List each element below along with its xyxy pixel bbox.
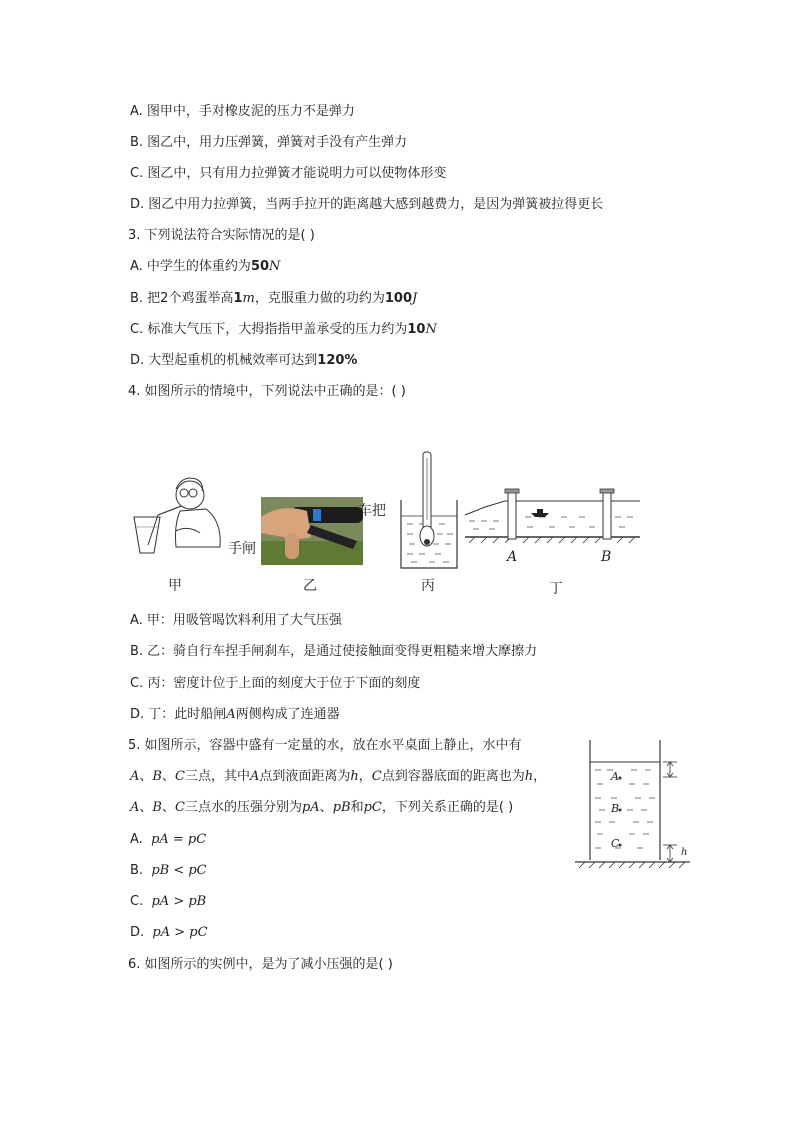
q3-stem: 3. 下列说法符合实际情况的是( ) [128,228,315,243]
q5-stem-line1: 5. 如图所示，容器中盛有一定量的水，放在水平桌面上静止，水中有 [128,738,522,753]
figure-q5-container [575,740,695,870]
figure-q5-label-h: h [681,847,688,858]
figure-yi-label-chuba: 车把 [358,503,386,519]
q2-option-a: A. 图甲中，手对橡皮泥的压力不是弹力 [130,104,355,119]
q4-option-d: D. 丁：此时船闸A两侧构成了连通器 [130,707,340,722]
figure-ding-label-a: A [507,549,518,565]
q3-option-d: D. 大型起重机的机械效率可达到120% [130,353,358,368]
q2-option-d: D. 图乙中用力拉弹簧，当两手拉开的距离越大感到越费力，是因为弹簧被拉得更长 [130,197,604,212]
figure-q5-label-b: B [611,802,620,815]
q5-option-d: D. pA > pC [130,925,208,940]
figure-jia-label-shouzha: 手闸 [228,541,256,557]
figure-yi-caption: 乙 [303,578,317,594]
q3-option-a: A. 中学生的体重约为50N [130,259,281,274]
q5-option-a: A. pA = pC [130,832,207,847]
figure-q5-label-c: C [611,837,620,850]
figure-bing-caption: 丙 [421,578,435,594]
figure-ding-caption: 丁 [549,581,563,597]
q4-option-a: A. 甲：用吸管喝饮料利用了大气压强 [130,613,342,628]
q5-option-b: B. pB < pC [130,863,207,878]
q5-option-c: C. pA > pB [130,894,207,909]
q4-stem: 4. 如图所示的情境中，下列说法中正确的是：( ) [128,384,406,399]
q2-option-b: B. 图乙中，用力压弹簧，弹簧对手没有产生弹力 [130,135,408,150]
q2-option-c: C. 图乙中，只有用力拉弹簧才能说明力可以使物体形变 [130,166,447,181]
figure-jia-caption: 甲 [168,578,182,594]
figure-ding-ship-lock [465,487,640,547]
figure-q5-label-a: A [611,770,619,783]
q4-option-c: C. 丙：密度计位于上面的刻度大于位于下面的刻度 [130,676,421,691]
q3-option-c: C. 标准大气压下，大拇指指甲盖承受的压力约为10N [130,322,437,337]
q4-option-b: B. 乙：骑自行车捏手闸刹车，是通过使接触面变得更粗糙来增大摩擦力 [130,644,538,659]
figure-bing-hydrometer [399,450,459,570]
figure-yi-brake-photo [261,497,363,565]
q6-stem: 6. 如图所示的实例中，是为了减小压强的是( ) [128,957,393,972]
figure-ding-label-b: B [601,549,612,565]
q5-stem-line2: A、B、C三点，其中A点到液面距离为h，C点到容器底面的距离也为h， [130,769,547,784]
q5-stem-line3: A、B、C三点水的压强分别为pA、pB和pC，下列关系正确的是( ) [130,800,514,815]
q3-option-b: B. 把2个鸡蛋举高1m，克服重力做的功约为100J [130,291,418,306]
figure-jia-straw [130,465,230,555]
